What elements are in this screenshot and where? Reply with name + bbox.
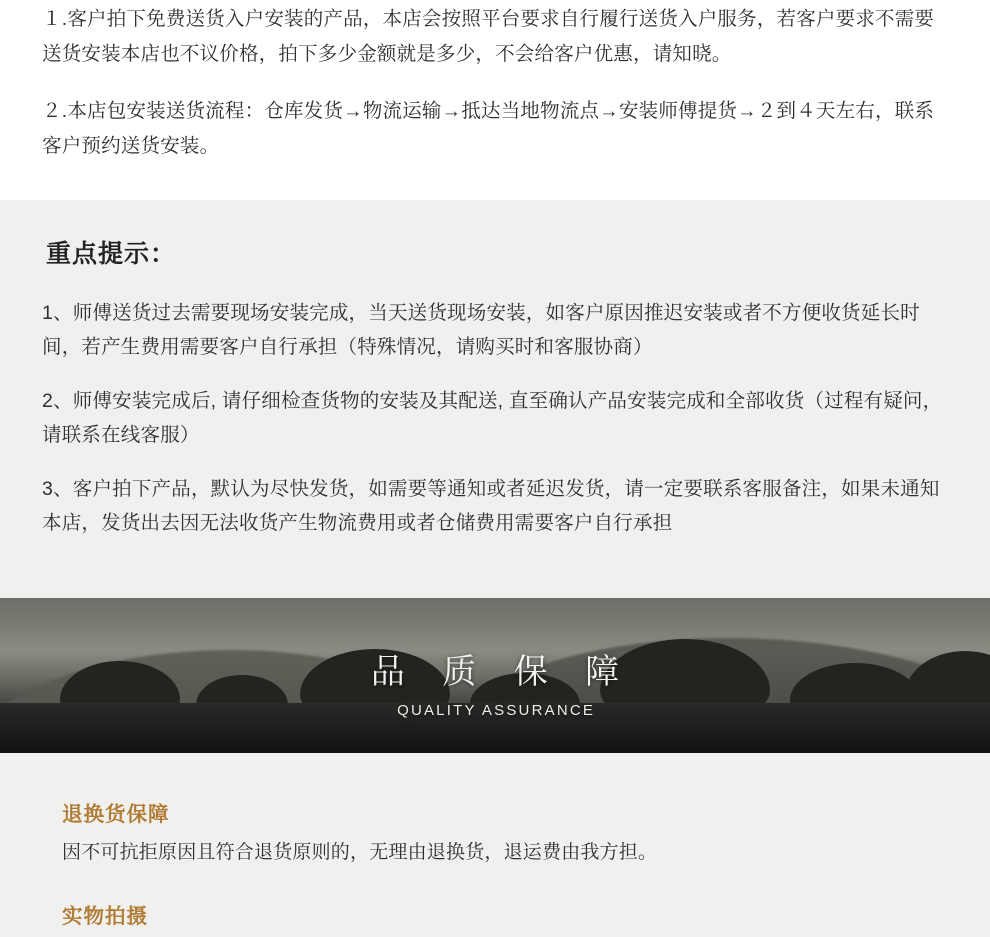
- banner-title-en: QUALITY ASSURANCE: [397, 702, 596, 719]
- key-point-item-3: 3、客户拍下产品，默认为尽快发货，如需要等通知或者延迟发货，请一定要联系客服备注，如果未通知本店，发货出去因无法收货产生物流费用或者仓储费用需要客户自行承担: [42, 478, 940, 534]
- guarantee-section: [0, 753, 990, 937]
- guarantee-title-real-photo: 实物拍摄: [62, 905, 148, 928]
- quality-assurance-banner: [0, 598, 990, 753]
- guarantee-title-return: 退换货保障: [62, 803, 170, 826]
- notice-paragraph-2: ２.本店包安装送货流程：仓库发货→物流运输→抵达当地物流点→安装师傅提货→２到４天左右，联系客户预约送货安装。: [42, 100, 935, 157]
- notice-paragraph-1: １.客户拍下免费送货入户安装的产品，本店会按照平台要求自行履行送货入户服务，若客户要求不需要送货安装本店也不议价格，拍下多少金额就是多少，不会给客户优惠，请知晓。: [42, 8, 935, 65]
- banner-text-block: [0, 644, 990, 719]
- key-point-item-1: 1、师傅送货过去需要现场安装完成，当天送货现场安装，如客户原因推迟安装或者不方便收货延长时间，若产生费用需要客户自行承担（特殊情况，请购买时和客服协商）: [42, 302, 920, 358]
- guarantee-desc-return: 因不可抗拒原因且符合退货原则的，无理由退换货，退运费由我方担。: [62, 842, 658, 863]
- key-point-item-2: 2、师傅安装完成后, 请仔细检查货物的安装及其配送, 直至确认产品安装完成和全部收货（过程有疑问，请联系在线客服）: [42, 390, 943, 446]
- shipping-notice-section: [0, 0, 990, 200]
- key-points-section: [0, 200, 990, 598]
- key-points-title: 重点提示：: [46, 240, 177, 268]
- banner-title-cn: 品 质 保 障: [370, 653, 634, 691]
